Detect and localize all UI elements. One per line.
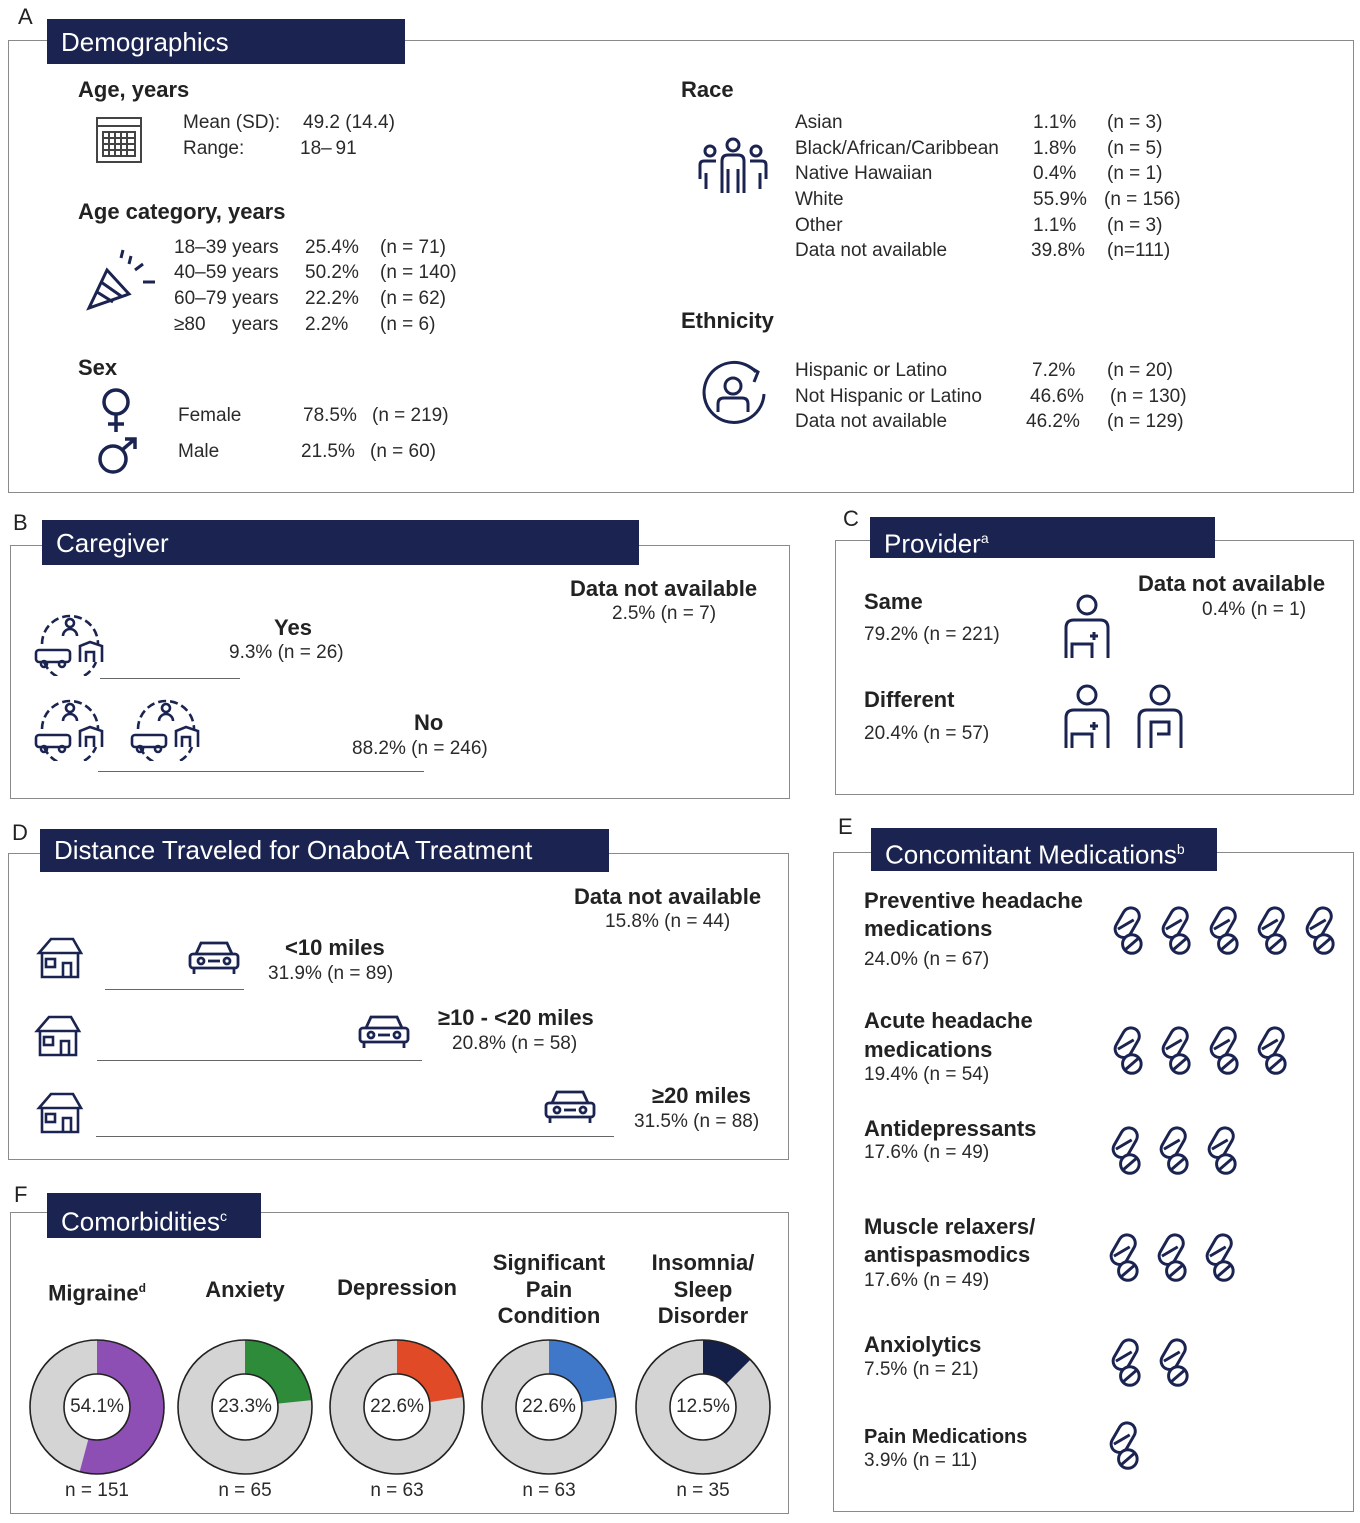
race-pct: 1.1%: [1033, 112, 1077, 133]
donut-category-label: Disorder: [657, 1303, 749, 1328]
sex-label: Female: [178, 405, 242, 426]
people-group-icon: [698, 137, 768, 195]
age-range-value: 18– 91: [300, 138, 357, 159]
pill-icon: [1110, 905, 1150, 957]
donut-value-label: 54.1%: [70, 1396, 124, 1417]
male-icon: [97, 437, 139, 475]
doctor-icon: [1061, 684, 1113, 750]
caregiver-icon: [34, 614, 106, 676]
med-name: Anxiolytics: [864, 1332, 982, 1357]
pill-icon: [1154, 1232, 1194, 1284]
age-range-label: Range:: [183, 138, 245, 159]
ethnicity-heading: Ethnicity: [681, 308, 774, 333]
ethnicity-n: (n = 130): [1110, 386, 1187, 407]
panel-letter-c: C: [843, 506, 859, 531]
sex-label: Male: [178, 441, 220, 462]
race-heading: Race: [681, 77, 734, 102]
house-icon: [36, 1090, 84, 1134]
med-value: 19.4% (n = 54): [864, 1064, 990, 1085]
distance-label: <10 miles: [285, 935, 385, 960]
med-value: 3.9% (n = 11): [864, 1450, 978, 1471]
donut-value-label: 22.6%: [522, 1396, 576, 1417]
distance-value: 31.9% (n = 89): [268, 963, 394, 984]
ethnicity-n: (n = 129): [1107, 411, 1184, 432]
pill-icon: [1158, 905, 1198, 957]
distance-na-value: 15.8% (n = 44): [605, 911, 731, 932]
ethnicity-label: Data not available: [795, 411, 948, 432]
sex-n: (n = 60): [370, 441, 437, 462]
provider-na-value: 0.4% (n = 1): [1202, 599, 1307, 620]
panel-letter-b: B: [13, 510, 28, 535]
donut-n-label: n = 63: [522, 1480, 576, 1501]
pill-icon: [1302, 905, 1342, 957]
race-label: Data not available: [795, 240, 948, 261]
pill-row: [1106, 1232, 1242, 1284]
sex-n: (n = 219): [372, 405, 449, 426]
ethnicity-n: (n = 20): [1107, 360, 1174, 381]
age-cat-pct: 50.2%: [305, 262, 359, 283]
pill-icon: [1106, 1232, 1146, 1284]
donut-category-label: Anxiety: [205, 1277, 285, 1302]
ethnicity-label: Hispanic or Latino: [795, 360, 948, 381]
donut-category-label: Condition: [497, 1303, 601, 1328]
race-label: Other: [795, 215, 843, 236]
provider-header: [870, 517, 1215, 558]
age-heading: Age, years: [78, 77, 190, 102]
age-category-heading: Age category, years: [78, 199, 286, 224]
distance-value: 31.5% (n = 88): [634, 1111, 760, 1132]
panel-letter-a: A: [18, 4, 33, 29]
sex-pct: 78.5%: [303, 405, 357, 426]
pill-icon: [1110, 1025, 1150, 1077]
caregiver-yes-value: 9.3% (n = 26): [229, 642, 344, 663]
panel-letter-f: F: [14, 1182, 28, 1207]
panel-letter-e: E: [838, 814, 853, 839]
med-name: antispasmodics: [864, 1242, 1031, 1267]
donut-value-label: 23.3%: [218, 1396, 272, 1417]
race-n: (n=111): [1107, 240, 1171, 261]
age-cat-label: 40–59 years: [174, 262, 279, 283]
med-name: Pain Medications: [864, 1426, 1028, 1448]
distance-na-label: Data not available: [574, 884, 762, 909]
pill-row: [1110, 905, 1342, 957]
age-cat-label: ≥80 years: [174, 314, 279, 335]
race-label: Asian: [795, 112, 843, 133]
comorbidities-footnote: c: [219, 1208, 227, 1224]
age-cat-label: 60–79 years: [174, 288, 279, 309]
race-pct: 1.1%: [1033, 215, 1077, 236]
race-label: Black/African/Caribbean: [795, 138, 999, 159]
footnote-marker: d: [138, 1281, 146, 1295]
donut-category-label: Depression: [337, 1275, 457, 1300]
med-value: 17.6% (n = 49): [864, 1142, 990, 1163]
female-icon: [97, 388, 135, 434]
age-cat-label: 18–39 years: [174, 237, 279, 258]
provider-icon: [1134, 684, 1186, 750]
pill-icon: [1156, 1337, 1196, 1389]
ethnicity-pct: 46.2%: [1026, 411, 1080, 432]
race-label: White: [795, 189, 844, 210]
pill-icon: [1108, 1337, 1148, 1389]
age-cat-n: (n = 62): [380, 288, 447, 309]
person-cycle-icon: [698, 358, 770, 424]
panel-letter-d: D: [12, 820, 28, 845]
medications-footnote: b: [1176, 841, 1185, 857]
doctor-icon: [1061, 594, 1113, 660]
medications-header: [871, 828, 1217, 871]
pill-icon: [1108, 1125, 1148, 1177]
donut-category-label: Migraine$^d$: [48, 1280, 146, 1306]
race-pct: 1.8%: [1033, 138, 1077, 159]
provider-different-value: 20.4% (n = 57): [864, 723, 990, 744]
distance-bar: [97, 1060, 422, 1061]
caregiver-no-label: No: [414, 710, 444, 735]
race-pct: 39.8%: [1031, 240, 1085, 261]
distance-value: 20.8% (n = 58): [452, 1033, 578, 1054]
race-n: (n = 1): [1107, 163, 1163, 184]
distance-header: Distance Traveled for OnabotA Treatment: [40, 829, 609, 872]
pill-icon: [1204, 1125, 1244, 1177]
medications-title: Concomitant Medications: [885, 839, 1177, 870]
pill-icon: [1156, 1125, 1196, 1177]
caregiver-header: Caregiver: [42, 520, 639, 565]
provider-na-label: Data not available: [1138, 571, 1326, 596]
provider-same-value: 79.2% (n = 221): [864, 624, 1000, 645]
distance-label: ≥10 - <20 miles: [438, 1005, 594, 1030]
race-pct: 55.9%: [1033, 189, 1087, 210]
calendar-icon: [96, 117, 142, 163]
caregiver-na-value: 2.5% (n = 7): [612, 603, 717, 624]
party-popper-icon: [85, 250, 160, 312]
donut-n-label: n = 35: [676, 1480, 730, 1501]
car-icon: [358, 1014, 410, 1050]
pill-row: [1106, 1420, 1146, 1472]
pill-icon: [1254, 905, 1294, 957]
pill-row: [1110, 1025, 1294, 1077]
sex-pct: 21.5%: [301, 441, 355, 462]
provider-title: Provider: [884, 528, 981, 559]
car-icon: [188, 940, 240, 976]
med-name: medications: [864, 916, 993, 941]
med-name: Antidepressants: [864, 1116, 1037, 1141]
caregiver-yes-label: Yes: [274, 615, 312, 640]
house-icon: [34, 1013, 82, 1057]
med-name: Preventive headache: [864, 888, 1083, 913]
caregiver-na-label: Data not available: [570, 576, 758, 601]
ethnicity-label: Not Hispanic or Latino: [795, 386, 982, 407]
provider-footnote: a: [980, 530, 989, 546]
caregiver-no-bar: [98, 771, 424, 772]
ethnicity-pct: 7.2%: [1032, 360, 1076, 381]
provider-different-label: Different: [864, 687, 955, 712]
med-value: 7.5% (n = 21): [864, 1359, 979, 1380]
donut-category-label: Insomnia/: [651, 1250, 755, 1275]
med-name: Muscle relaxers/: [864, 1214, 1036, 1239]
age-cat-pct: 25.4%: [305, 237, 359, 258]
sex-heading: Sex: [78, 355, 118, 380]
med-value: 24.0% (n = 67): [864, 949, 990, 970]
med-name: Acute headache: [864, 1008, 1033, 1033]
donut-category-label: Sleep: [673, 1277, 733, 1302]
donut-category-label: Pain: [525, 1277, 573, 1302]
caregiver-icon: [34, 699, 106, 761]
age-cat-n: (n = 71): [380, 237, 447, 258]
race-pct: 0.4%: [1033, 163, 1077, 184]
car-icon: [544, 1089, 596, 1125]
age-cat-n: (n = 140): [380, 262, 457, 283]
caregiver-no-value: 88.2% (n = 246): [352, 738, 488, 759]
pill-icon: [1106, 1420, 1146, 1472]
age-mean-label: Mean (SD):: [183, 112, 281, 133]
age-cat-n: (n = 6): [380, 314, 436, 335]
age-mean-value: 49.2 (14.4): [303, 112, 395, 133]
donut-category-label: Significant: [492, 1250, 606, 1275]
distance-bar: [105, 989, 244, 990]
provider-same-label: Same: [864, 589, 923, 614]
donut-n-label: n = 65: [218, 1480, 272, 1501]
pill-icon: [1202, 1232, 1242, 1284]
med-name: medications: [864, 1037, 993, 1062]
age-cat-pct: 22.2%: [305, 288, 359, 309]
caregiver-yes-bar: [100, 678, 240, 679]
pill-icon: [1158, 1025, 1198, 1077]
house-icon: [36, 935, 84, 979]
race-n: (n = 5): [1107, 138, 1163, 159]
med-value: 17.6% (n = 49): [864, 1270, 990, 1291]
distance-label: ≥20 miles: [652, 1083, 751, 1108]
pill-icon: [1206, 1025, 1246, 1077]
age-cat-pct: 2.2%: [305, 314, 349, 335]
ethnicity-pct: 46.6%: [1030, 386, 1084, 407]
pill-row: [1108, 1125, 1244, 1177]
donut-n-label: n = 63: [370, 1480, 424, 1501]
donut-value-label: 22.6%: [370, 1396, 424, 1417]
caregiver-icon: [130, 699, 202, 761]
race-label: Native Hawaiian: [795, 163, 933, 184]
distance-bar: [96, 1136, 614, 1137]
race-n: (n = 3): [1107, 112, 1163, 133]
pill-icon: [1254, 1025, 1294, 1077]
comorbidities-title: Comorbidities: [61, 1206, 220, 1237]
donut-value-label: 12.5%: [676, 1396, 730, 1417]
race-n: (n = 156): [1104, 189, 1181, 210]
comorbidities-header: [47, 1193, 261, 1238]
race-n: (n = 3): [1107, 215, 1163, 236]
pill-icon: [1206, 905, 1246, 957]
donut-n-label: n = 151: [65, 1480, 129, 1501]
pill-row: [1108, 1337, 1196, 1389]
demographics-header: Demographics: [47, 19, 405, 64]
